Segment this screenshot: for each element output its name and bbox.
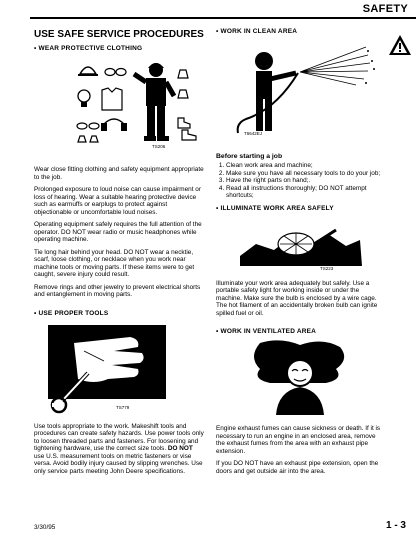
paragraph: Tie long hair behind your head. DO NOT wear a necktie, scarf, loose clothing, or necklace when you work near machine tools or moving parts. If these items were to get caught, severe injury could result. [34, 248, 195, 278]
figure-code: T6642EJ [244, 131, 263, 136]
figure-code: TS206 [152, 144, 166, 149]
paragraph: Wear close fitting clothing and safety equipment appropriate to the job. [34, 166, 204, 181]
paragraph: Engine exhaust fumes can cause sickness or death. If it is necessary to run an engine in an enclosed area, remove the exhaust fumes from the area with an exhaust pipe extension. [216, 425, 381, 455]
illuminate-figure [216, 216, 386, 274]
subheading: Before starting a job [216, 153, 283, 160]
paragraph: Illuminate your work area adequately but safely. Use a portable safety light for working inside or under the machine. Make sure the bulb is enclosed by a wire cage. The hot filament of an accidentally broken bulb can ignite spilled fuel or oil. [216, 279, 378, 317]
paragraph: Prolonged exposure to loud noise can cause impairment or loss of hearing. Wear a suitable hearing protective device such as earmuffs or earplugs to protect against objectionable or uncomfortable loud noises. [34, 186, 201, 216]
protective-clothing-figure [34, 56, 204, 154]
page-heading: USE SAFE SERVICE PROCEDURES [34, 29, 204, 40]
steps-list [216, 162, 386, 200]
section-title: SAFETY [362, 3, 408, 15]
section-heading: • WEAR PROTECTIVE CLOTHING [34, 45, 143, 52]
header-rule [30, 17, 416, 19]
figure-code: TS779 [116, 404, 130, 410]
paragraph: If you DO NOT have an exhaust pipe extension, open the doors and get outside air into the area. [216, 460, 379, 475]
section-heading: • WORK IN CLEAN AREA [216, 28, 298, 35]
warning-icon [388, 34, 412, 56]
figure-code: TS223 [320, 265, 334, 271]
paragraph: Remove rings and other jewelry to prevent electrical shorts and entanglement in moving parts. [34, 283, 201, 298]
ventilated-area-figure [216, 339, 386, 419]
figure-code: TS220 [288, 409, 302, 414]
clean-area-figure [216, 39, 386, 141]
proper-tools-figure [34, 321, 204, 417]
list-item: 1. Clean work area and machine; [226, 162, 386, 170]
list-item: 2. Make sure you have all necessary tools to do your job; [226, 170, 386, 178]
list-item: 4. Read all instructions thoroughly; DO NOT attempt shortcuts; [226, 185, 386, 200]
left-column [34, 26, 204, 480]
list-item: 3. Have the right parts on hand;. [226, 177, 386, 185]
page-number: 1 - 3 [385, 520, 406, 531]
paragraph: Use tools appropriate to the work. Makeshift tools and procedures can create safety hazards. Use power tools only to loosen threaded parts and fasteners. For loosening and tightening hardware, use the correct size tools. DO NOT use U.S. measurement tools on metric fasteners or vise versa. Avoid bodily injury caused by slipping wrenches. Use only service parts meeting John Deere specifications. [34, 422, 204, 475]
footer-date: 3/30/95 [34, 524, 56, 531]
section-heading: • ILLUMINATE WORK AREA SAFELY [216, 204, 334, 212]
paragraph: Operating equipment safely requires the full attention of the operator. DO NOT wear radio or music headphones while operating machine. [34, 221, 202, 243]
section-heading: • USE PROPER TOOLS [34, 309, 109, 317]
right-column [216, 26, 386, 480]
section-heading: • WORK IN VENTILATED AREA [216, 328, 317, 335]
